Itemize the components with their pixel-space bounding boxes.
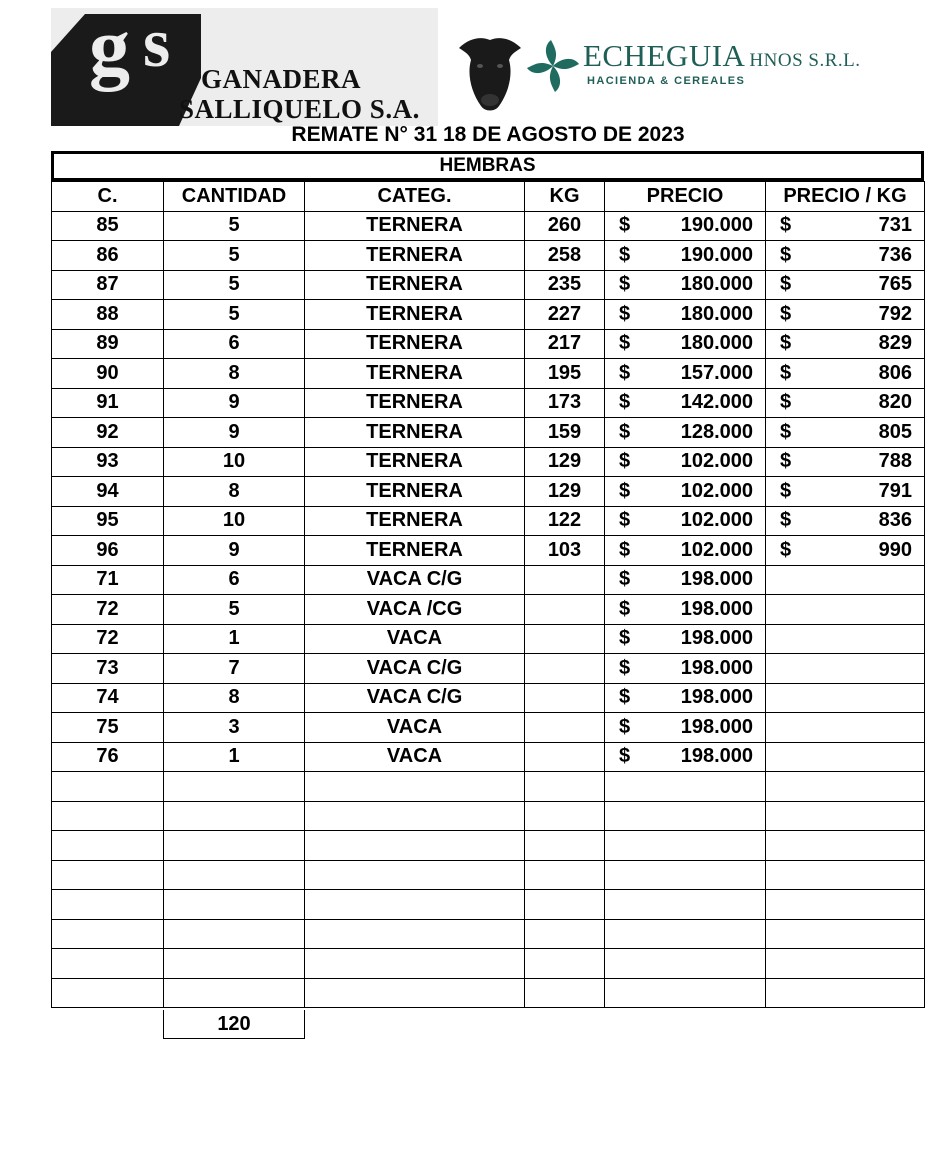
cell-cantidad: 1 xyxy=(164,742,305,772)
table-row xyxy=(52,772,925,802)
cell-precio-kg xyxy=(766,359,925,389)
cell-c: 72 xyxy=(52,624,164,654)
table-row xyxy=(52,860,925,890)
cell-kg: 258 xyxy=(525,241,605,271)
cell-precio-kg-value: 806 xyxy=(878,361,912,384)
cell-categ: TERNERA xyxy=(305,270,525,300)
cell-precio xyxy=(605,477,766,507)
cell-c xyxy=(52,919,164,949)
cell-cantidad xyxy=(164,860,305,890)
cell-kg: 217 xyxy=(525,329,605,359)
cell-categ: TERNERA xyxy=(305,418,525,448)
currency-symbol: $ xyxy=(780,420,792,443)
ganadera-salliquelo-logo xyxy=(51,8,438,126)
table-row xyxy=(52,949,925,979)
table-row xyxy=(52,477,925,507)
cell-kg xyxy=(525,831,605,861)
currency-symbol: $ xyxy=(619,273,631,296)
cell-precio-kg xyxy=(766,270,925,300)
table-row xyxy=(52,831,925,861)
currency-symbol: $ xyxy=(780,361,792,384)
cell-precio-value: 102.000 xyxy=(680,479,753,502)
table-row xyxy=(52,329,925,359)
currency-symbol: $ xyxy=(619,391,631,414)
currency-symbol: $ xyxy=(619,538,631,561)
cell-precio xyxy=(605,742,766,772)
cell-kg xyxy=(525,801,605,831)
cell-kg xyxy=(525,978,605,1008)
cell-c: 85 xyxy=(52,211,164,241)
cell-kg xyxy=(525,654,605,684)
section-header: HEMBRAS xyxy=(51,151,924,181)
cell-cantidad: 5 xyxy=(164,595,305,625)
cell-c: 90 xyxy=(52,359,164,389)
currency-symbol: $ xyxy=(780,243,792,266)
cell-c: 88 xyxy=(52,300,164,330)
cell-precio xyxy=(605,595,766,625)
cell-cantidad: 9 xyxy=(164,536,305,566)
currency-symbol: $ xyxy=(780,273,792,296)
cell-precio xyxy=(605,624,766,654)
cell-kg: 129 xyxy=(525,477,605,507)
column-header-c: C. xyxy=(52,182,164,212)
cell-precio-value: 198.000 xyxy=(680,597,753,620)
table-row xyxy=(52,241,925,271)
echeguia-tagline: HACIENDA & CEREALES xyxy=(587,75,746,87)
echeguia-name-small: HNOS S.R.L. xyxy=(749,50,861,71)
cell-precio-kg-value: 791 xyxy=(878,479,912,502)
currency-symbol: $ xyxy=(619,568,631,591)
cell-precio-kg-value: 731 xyxy=(878,214,912,237)
cell-precio-kg xyxy=(766,831,925,861)
table-row xyxy=(52,654,925,684)
table-header-row xyxy=(52,182,925,212)
cell-precio xyxy=(605,919,766,949)
currency-symbol: $ xyxy=(619,656,631,679)
cell-precio-kg xyxy=(766,949,925,979)
cell-precio-value: 190.000 xyxy=(680,243,753,266)
cell-categ: VACA xyxy=(305,624,525,654)
cell-cantidad xyxy=(164,772,305,802)
cell-categ: TERNERA xyxy=(305,506,525,536)
cell-cantidad xyxy=(164,949,305,979)
ganadera-line2: SALLIQUELO S.A. xyxy=(179,94,420,124)
cell-kg: 103 xyxy=(525,536,605,566)
cell-kg xyxy=(525,890,605,920)
cell-precio-kg xyxy=(766,713,925,743)
cell-precio-value: 198.000 xyxy=(680,715,753,738)
cell-kg: 227 xyxy=(525,300,605,330)
echeguia-logo xyxy=(455,34,875,116)
cell-precio-kg-value: 990 xyxy=(878,538,912,561)
cell-c: 75 xyxy=(52,713,164,743)
cell-c: 86 xyxy=(52,241,164,271)
cell-cantidad: 8 xyxy=(164,477,305,507)
cell-categ: TERNERA xyxy=(305,300,525,330)
column-header-precio-kg: PRECIO / KG xyxy=(766,182,925,212)
cell-kg xyxy=(525,742,605,772)
table-row xyxy=(52,447,925,477)
cell-precio-kg xyxy=(766,477,925,507)
cell-precio xyxy=(605,447,766,477)
table-row xyxy=(52,713,925,743)
cell-cantidad: 5 xyxy=(164,211,305,241)
cell-precio-value: 198.000 xyxy=(680,627,753,650)
currency-symbol: $ xyxy=(619,214,631,237)
cell-c: 72 xyxy=(52,595,164,625)
table-row xyxy=(52,919,925,949)
cell-c: 71 xyxy=(52,565,164,595)
cell-precio xyxy=(605,860,766,890)
cell-categ: TERNERA xyxy=(305,388,525,418)
cell-precio xyxy=(605,683,766,713)
cell-categ: VACA C/G xyxy=(305,565,525,595)
ganadera-line1: GANADERA xyxy=(201,64,362,94)
auction-sheet xyxy=(51,151,924,1008)
table-row xyxy=(52,359,925,389)
cell-kg xyxy=(525,683,605,713)
cell-kg: 195 xyxy=(525,359,605,389)
cell-precio-value: 157.000 xyxy=(680,361,753,384)
cell-precio xyxy=(605,388,766,418)
cell-precio-kg-value: 736 xyxy=(878,243,912,266)
cell-categ xyxy=(305,890,525,920)
cell-c: 89 xyxy=(52,329,164,359)
cell-categ: TERNERA xyxy=(305,211,525,241)
cell-kg xyxy=(525,713,605,743)
table-row xyxy=(52,595,925,625)
table-row xyxy=(52,565,925,595)
cell-precio-kg xyxy=(766,742,925,772)
cell-categ: TERNERA xyxy=(305,536,525,566)
cell-cantidad xyxy=(164,801,305,831)
cell-precio-kg xyxy=(766,919,925,949)
cell-precio-kg xyxy=(766,536,925,566)
cell-precio-kg-value: 820 xyxy=(878,391,912,414)
cell-cantidad xyxy=(164,831,305,861)
column-header-categ: CATEG. xyxy=(305,182,525,212)
cell-categ: TERNERA xyxy=(305,359,525,389)
cell-precio-value: 102.000 xyxy=(680,538,753,561)
cell-precio-kg-value: 836 xyxy=(878,509,912,532)
table-row xyxy=(52,418,925,448)
currency-symbol: $ xyxy=(619,597,631,620)
cell-c: 91 xyxy=(52,388,164,418)
svg-text:g: g xyxy=(89,8,130,92)
cell-categ: VACA C/G xyxy=(305,654,525,684)
cell-categ: TERNERA xyxy=(305,477,525,507)
currency-symbol: $ xyxy=(619,479,631,502)
cell-precio-kg xyxy=(766,565,925,595)
cell-precio-kg xyxy=(766,329,925,359)
currency-symbol: $ xyxy=(780,214,792,237)
cell-categ: VACA C/G xyxy=(305,683,525,713)
cell-precio-value: 142.000 xyxy=(680,391,753,414)
cell-c: 74 xyxy=(52,683,164,713)
cell-precio-kg xyxy=(766,241,925,271)
cell-precio-value: 198.000 xyxy=(680,568,753,591)
cell-cantidad: 5 xyxy=(164,241,305,271)
cell-precio-value: 102.000 xyxy=(680,509,753,532)
cell-cantidad: 1 xyxy=(164,624,305,654)
column-header-cantidad: CANTIDAD xyxy=(164,182,305,212)
cell-precio-kg-value: 829 xyxy=(878,332,912,355)
svg-text:s: s xyxy=(143,8,171,82)
currency-symbol: $ xyxy=(619,332,631,355)
cell-c: 92 xyxy=(52,418,164,448)
cell-precio-kg xyxy=(766,211,925,241)
cell-precio xyxy=(605,654,766,684)
echeguia-name-big: ECHEGUIA xyxy=(583,38,746,73)
currency-symbol: $ xyxy=(619,627,631,650)
table-body xyxy=(52,211,925,1008)
cell-precio-value: 190.000 xyxy=(680,214,753,237)
cell-c: 94 xyxy=(52,477,164,507)
cell-precio-value: 180.000 xyxy=(680,302,753,325)
cell-precio xyxy=(605,978,766,1008)
cow-head-icon xyxy=(455,34,525,114)
table-row xyxy=(52,270,925,300)
cell-cantidad: 10 xyxy=(164,447,305,477)
table-row xyxy=(52,388,925,418)
cell-c: 96 xyxy=(52,536,164,566)
cell-c: 73 xyxy=(52,654,164,684)
cell-kg xyxy=(525,565,605,595)
cell-kg: 122 xyxy=(525,506,605,536)
cell-c xyxy=(52,978,164,1008)
cell-cantidad: 6 xyxy=(164,329,305,359)
currency-symbol: $ xyxy=(780,332,792,355)
cell-categ xyxy=(305,801,525,831)
cell-precio-kg xyxy=(766,447,925,477)
cell-categ xyxy=(305,949,525,979)
cell-kg xyxy=(525,919,605,949)
page-title: REMATE N° 31 18 DE AGOSTO DE 2023 xyxy=(291,123,685,146)
cell-precio-value: 198.000 xyxy=(680,656,753,679)
cell-precio-kg xyxy=(766,418,925,448)
cell-c xyxy=(52,890,164,920)
cell-precio xyxy=(605,270,766,300)
table-row xyxy=(52,536,925,566)
currency-symbol: $ xyxy=(619,420,631,443)
column-header-precio: PRECIO xyxy=(605,182,766,212)
currency-symbol: $ xyxy=(619,302,631,325)
cell-precio xyxy=(605,831,766,861)
cell-precio-kg xyxy=(766,683,925,713)
cell-precio xyxy=(605,506,766,536)
cell-c: 95 xyxy=(52,506,164,536)
currency-symbol: $ xyxy=(780,302,792,325)
cell-c xyxy=(52,860,164,890)
cell-precio-value: 128.000 xyxy=(680,420,753,443)
table-row xyxy=(52,742,925,772)
cell-cantidad: 3 xyxy=(164,713,305,743)
cell-precio-value: 180.000 xyxy=(680,332,753,355)
cell-precio-kg xyxy=(766,801,925,831)
cell-c xyxy=(52,949,164,979)
cell-precio-kg-value: 765 xyxy=(878,273,912,296)
cell-kg xyxy=(525,595,605,625)
currency-symbol: $ xyxy=(780,509,792,532)
cell-c: 93 xyxy=(52,447,164,477)
cell-cantidad: 8 xyxy=(164,683,305,713)
cell-c xyxy=(52,801,164,831)
cell-kg: 129 xyxy=(525,447,605,477)
cell-kg xyxy=(525,860,605,890)
cell-categ xyxy=(305,978,525,1008)
cell-cantidad: 7 xyxy=(164,654,305,684)
cell-precio-value: 180.000 xyxy=(680,273,753,296)
currency-symbol: $ xyxy=(780,538,792,561)
cell-precio xyxy=(605,329,766,359)
currency-symbol: $ xyxy=(780,391,792,414)
cell-precio-kg xyxy=(766,624,925,654)
cell-precio-kg xyxy=(766,860,925,890)
table-row xyxy=(52,683,925,713)
cell-kg: 173 xyxy=(525,388,605,418)
table-row xyxy=(52,801,925,831)
cell-precio-kg-value: 792 xyxy=(878,302,912,325)
currency-symbol: $ xyxy=(780,479,792,502)
cell-precio-kg xyxy=(766,388,925,418)
cell-c xyxy=(52,772,164,802)
cell-kg xyxy=(525,624,605,654)
cell-kg xyxy=(525,772,605,802)
cell-kg xyxy=(525,949,605,979)
cell-categ: VACA xyxy=(305,713,525,743)
table-row xyxy=(52,506,925,536)
lots-table xyxy=(51,181,925,1008)
cell-precio-kg xyxy=(766,654,925,684)
cell-precio-kg xyxy=(766,890,925,920)
cell-cantidad xyxy=(164,890,305,920)
cell-precio xyxy=(605,300,766,330)
cell-precio-kg-value: 788 xyxy=(878,450,912,473)
cell-kg: 159 xyxy=(525,418,605,448)
cell-precio xyxy=(605,890,766,920)
currency-symbol: $ xyxy=(619,243,631,266)
cell-cantidad: 5 xyxy=(164,270,305,300)
cell-categ: VACA /CG xyxy=(305,595,525,625)
cell-kg: 235 xyxy=(525,270,605,300)
cell-categ xyxy=(305,831,525,861)
currency-symbol: $ xyxy=(619,361,631,384)
cell-cantidad xyxy=(164,978,305,1008)
cell-c xyxy=(52,831,164,861)
cell-precio xyxy=(605,565,766,595)
cell-categ xyxy=(305,772,525,802)
cell-precio-value: 102.000 xyxy=(680,450,753,473)
cell-precio xyxy=(605,801,766,831)
cell-precio-kg xyxy=(766,595,925,625)
cell-precio xyxy=(605,211,766,241)
cell-precio xyxy=(605,536,766,566)
cell-c: 87 xyxy=(52,270,164,300)
cell-cantidad: 5 xyxy=(164,300,305,330)
cell-categ xyxy=(305,860,525,890)
table-row xyxy=(52,624,925,654)
cell-c: 76 xyxy=(52,742,164,772)
total-cantidad: 120 xyxy=(163,1010,305,1039)
currency-symbol: $ xyxy=(619,450,631,473)
table-row xyxy=(52,211,925,241)
column-header-kg: KG xyxy=(525,182,605,212)
cell-cantidad: 8 xyxy=(164,359,305,389)
table-row xyxy=(52,978,925,1008)
cell-precio xyxy=(605,241,766,271)
currency-symbol: $ xyxy=(619,715,631,738)
cell-precio xyxy=(605,713,766,743)
table-row xyxy=(52,300,925,330)
cell-precio xyxy=(605,359,766,389)
cell-cantidad xyxy=(164,919,305,949)
cell-cantidad: 9 xyxy=(164,418,305,448)
cell-precio xyxy=(605,418,766,448)
currency-symbol: $ xyxy=(619,509,631,532)
cell-categ: VACA xyxy=(305,742,525,772)
swirl-emblem-icon xyxy=(525,36,581,96)
cell-precio-value: 198.000 xyxy=(680,745,753,768)
cell-precio-kg xyxy=(766,300,925,330)
cell-categ: TERNERA xyxy=(305,241,525,271)
currency-symbol: $ xyxy=(619,686,631,709)
cell-precio-kg xyxy=(766,506,925,536)
echeguia-name xyxy=(583,38,861,74)
cell-kg: 260 xyxy=(525,211,605,241)
cell-precio-value: 198.000 xyxy=(680,686,753,709)
cell-precio xyxy=(605,772,766,802)
cell-categ: TERNERA xyxy=(305,447,525,477)
cell-precio-kg-value: 805 xyxy=(878,420,912,443)
cell-precio xyxy=(605,949,766,979)
cell-categ: TERNERA xyxy=(305,329,525,359)
cell-cantidad: 6 xyxy=(164,565,305,595)
cell-cantidad: 9 xyxy=(164,388,305,418)
table-row xyxy=(52,890,925,920)
cell-cantidad: 10 xyxy=(164,506,305,536)
cell-categ xyxy=(305,919,525,949)
cell-precio-kg xyxy=(766,978,925,1008)
cell-precio-kg xyxy=(766,772,925,802)
currency-symbol: $ xyxy=(619,745,631,768)
currency-symbol: $ xyxy=(780,450,792,473)
